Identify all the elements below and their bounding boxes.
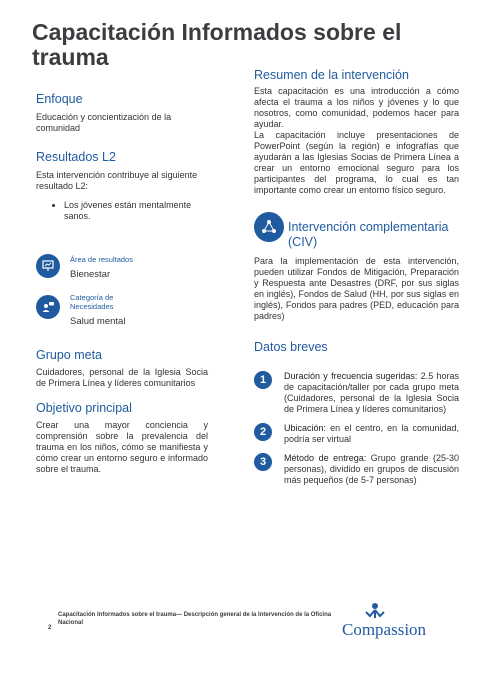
objetivo-heading: Objetivo principal bbox=[36, 401, 132, 415]
grupo-heading: Grupo meta bbox=[36, 348, 103, 362]
resumen-p2: La capacitación incluye presentaciones de PowerPoint (según la región) e infografías que ayudarán a las Iglesias Socias de Primera Línea a crear un entorno emocional seguro para los participantes del programa, lo cual es tan importante como crear un entorno físico seguro. bbox=[254, 130, 459, 195]
chart-presentation-icon bbox=[36, 254, 60, 278]
resultados-list bbox=[36, 200, 208, 222]
fact-text: 2.5 horas de capacitación/taller por cada grupo meta (Cuidadores, personal de la Iglesia Socia de Primera Línea y líderes comunitarios) bbox=[284, 371, 459, 414]
area-row bbox=[36, 252, 208, 281]
grupo-text: Cuidadores, personal de la Iglesia Socia de Primera Línea y líderes comunitarios bbox=[36, 367, 208, 388]
fact-label: Ubicación: bbox=[284, 423, 327, 433]
resultados-heading: Resultados L2 bbox=[36, 150, 116, 164]
number-badge: 2 bbox=[254, 423, 272, 441]
resumen-heading: Resumen de la intervención bbox=[254, 68, 409, 82]
fact-label: Duración y frecuencia sugeridas: bbox=[284, 371, 418, 381]
resultados-text: Esta intervención contribuye al siguiente resultado L2: bbox=[36, 170, 198, 191]
fact-text: Grupo grande (25-30 personas), dividido en grupos de discusión más pequeños (de 5-7 personas) bbox=[284, 453, 459, 485]
page-number: 2 bbox=[48, 625, 52, 631]
logo-wordmark: Compassion bbox=[342, 620, 427, 639]
objetivo-section bbox=[36, 401, 208, 475]
categoria-value: Salud mental bbox=[70, 316, 126, 327]
resumen-p1: Esta capacitación es una introducción a cómo afecta el trauma a los niños y jóvenes y lo que nosotros, como comunidad, podemos hacer para ayudar. bbox=[254, 86, 459, 129]
right-column bbox=[254, 68, 459, 486]
fact-label: Método de entrega: bbox=[284, 453, 367, 463]
enfoque-text: Educación y concientización de la comunidad bbox=[36, 112, 172, 133]
datos-section bbox=[254, 340, 459, 486]
page-title: Capacitación Informados sobre el trauma bbox=[32, 19, 402, 70]
fact-item bbox=[254, 453, 459, 486]
civ-text: Para la implementación de esta intervención, pueden utilizar Fondos de Mitigación, Preparación y Respuesta ante Desastres (DRF, por sus siglas en inglés), Fondos de Salud (HH, por sus siglas en inglés), Fondos para padres (PED, educación para padres) bbox=[254, 256, 459, 321]
compassion-logo bbox=[342, 602, 432, 642]
area-label: Área de resultados bbox=[70, 255, 133, 264]
footer-text: Capacitación Informados sobre el trauma— Descripción general de la Intervención de la Oficina Nacional bbox=[58, 612, 332, 626]
resumen-section bbox=[254, 68, 459, 196]
enfoque-heading: Enfoque bbox=[36, 92, 83, 106]
grupo-section bbox=[36, 348, 208, 389]
area-value: Bienestar bbox=[70, 269, 111, 280]
categoria-row bbox=[36, 293, 208, 328]
network-icon bbox=[254, 212, 284, 242]
left-column bbox=[36, 92, 208, 475]
fact-item bbox=[254, 423, 459, 445]
datos-heading: Datos breves bbox=[254, 340, 328, 354]
people-chat-icon bbox=[36, 295, 60, 319]
list-item: • Los jóvenes están mentalmente sanos. bbox=[64, 200, 208, 222]
categoria-label: Categoría de Necesidades bbox=[70, 293, 114, 311]
civ-heading: Intervención complementaria (CIV) bbox=[288, 220, 449, 249]
number-badge: 1 bbox=[254, 371, 272, 389]
fact-text: en el centro, en la comunidad, podría ser virtual bbox=[284, 423, 459, 444]
fact-item bbox=[254, 371, 459, 415]
objetivo-text: Crear una mayor conciencia y comprensión sobre la prevalencia del trauma en los niños, cómo se manifiesta y cómo crear un entorno seguro e informado sobre el trauma. bbox=[36, 420, 208, 474]
number-badge: 3 bbox=[254, 453, 272, 471]
resultados-section bbox=[36, 150, 208, 222]
enfoque-section bbox=[36, 92, 208, 134]
civ-header bbox=[254, 212, 459, 250]
